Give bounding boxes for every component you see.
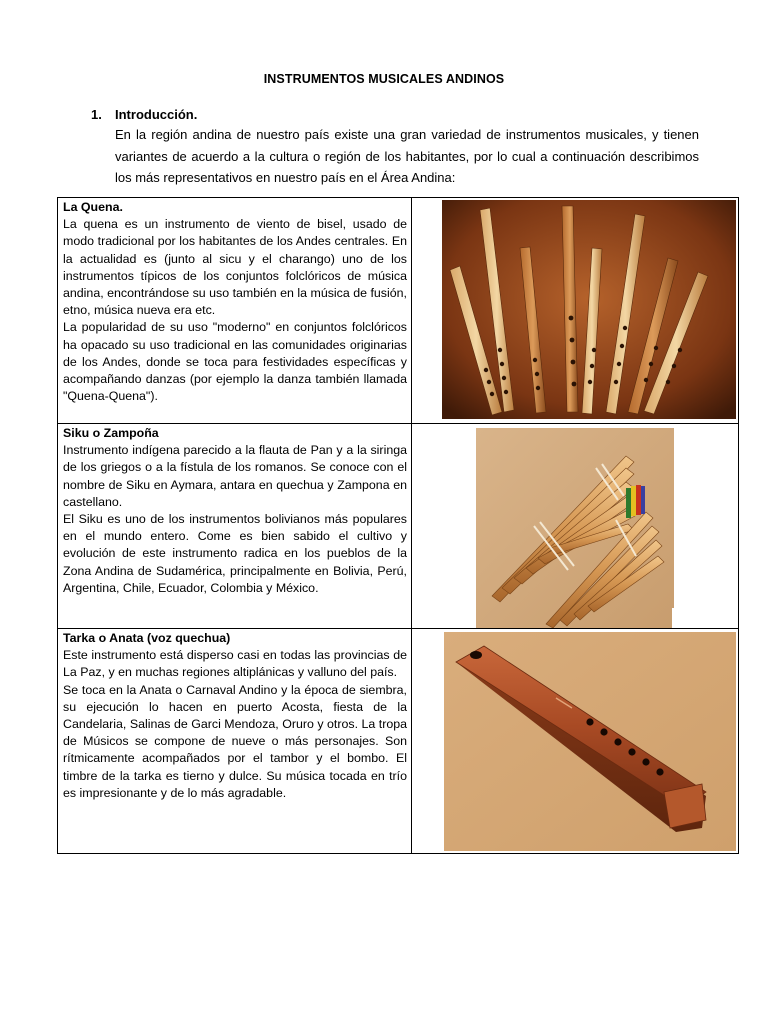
instruments-table bbox=[57, 197, 739, 854]
instrument-image-cell bbox=[412, 198, 739, 424]
table-row bbox=[58, 424, 739, 629]
instrument-text-cell bbox=[58, 198, 412, 424]
instrument-name: La Quena. bbox=[63, 200, 123, 214]
instrument-paragraph: Instrumento indígena parecido a la flauta de Pan y a la siringa de los griegos o a la fístula de los romanos. Se conoce con el nombre de Siku en Aymara, antara en quechua y Zampona en castellano. bbox=[63, 443, 407, 509]
instrument-text-cell bbox=[58, 424, 412, 629]
instrument-paragraph: La quena es un instrumento de viento de bisel, usado de modo tradicional por los habitantes de los Andes centrales. En la actualidad es (junto al sicu y el charango) uno de los instrumentos típicos de los conjuntos folclóricos de música andina, encontrándose su uso también en la música de fusión, etno, música nueva era etc. bbox=[63, 217, 407, 318]
table-row bbox=[58, 629, 739, 854]
table-row bbox=[58, 198, 739, 424]
section-number: 1. bbox=[91, 107, 102, 122]
instrument-paragraph: La popularidad de su uso "moderno" en conjuntos folclóricos ha opacado su uso tradicional en las comunidades originarias de los Andes, donde se toca para festividades específicas y acompañando danzas (por ejemplo la danza también llamada "Quena-Quena"). bbox=[63, 320, 407, 404]
intro-paragraph: En la región andina de nuestro país existe una gran variedad de instrumentos musicales, y tienen variantes de acuerdo a la cultura o región de los habitantes, por lo cual a continuación describimos los más representativos en nuestro país en el Área Andina: bbox=[115, 127, 699, 185]
instrument-text-cell bbox=[58, 629, 412, 854]
tarka-flute-photo bbox=[444, 632, 736, 851]
section-heading bbox=[91, 107, 197, 122]
page-title: INSTRUMENTOS MUSICALES ANDINOS bbox=[263, 72, 505, 86]
instrument-name: Siku o Zampoña bbox=[63, 426, 159, 440]
instrument-paragraph: Este instrumento está disperso casi en todas las provincias de La Paz, y en muchas regiones altiplánicas y valluno del país. bbox=[63, 648, 407, 680]
instrument-name: Tarka o Anata (voz quechua) bbox=[63, 631, 231, 645]
instrument-image-cell bbox=[412, 424, 739, 629]
instrument-paragraph: Se toca en la Anata o Carnaval Andino y la época de siembra, su ejecución lo hacen en puerto Acosta, fiesta de la Candelaria, Salinas de Garci Mendoza, Oruro y otros. La tropa de Músicos se compone de nueve o más personajes. Son rítmicamente acompañados por el tambor y el bombo. El timbre de la tarka es tierno y dulce. Su música tocada en trío es impresionante y de lo más agradable. bbox=[63, 682, 407, 800]
quena-flutes-photo bbox=[442, 200, 736, 419]
siku-panpipes-photo bbox=[476, 428, 674, 628]
instrument-paragraph: El Siku es uno de los instrumentos bolivianos más populares en el mundo entero. Come es bien sabido el cultivo y evolución de este instrumento radica en los pueblos de la Zona Andina de Sudamérica, principalmente en Bolivia, Perú, Argentina, Chile, Ecuador, Colombia y México. bbox=[63, 512, 407, 595]
instrument-image-cell bbox=[412, 629, 739, 854]
section-heading-text: Introducción. bbox=[115, 107, 198, 122]
